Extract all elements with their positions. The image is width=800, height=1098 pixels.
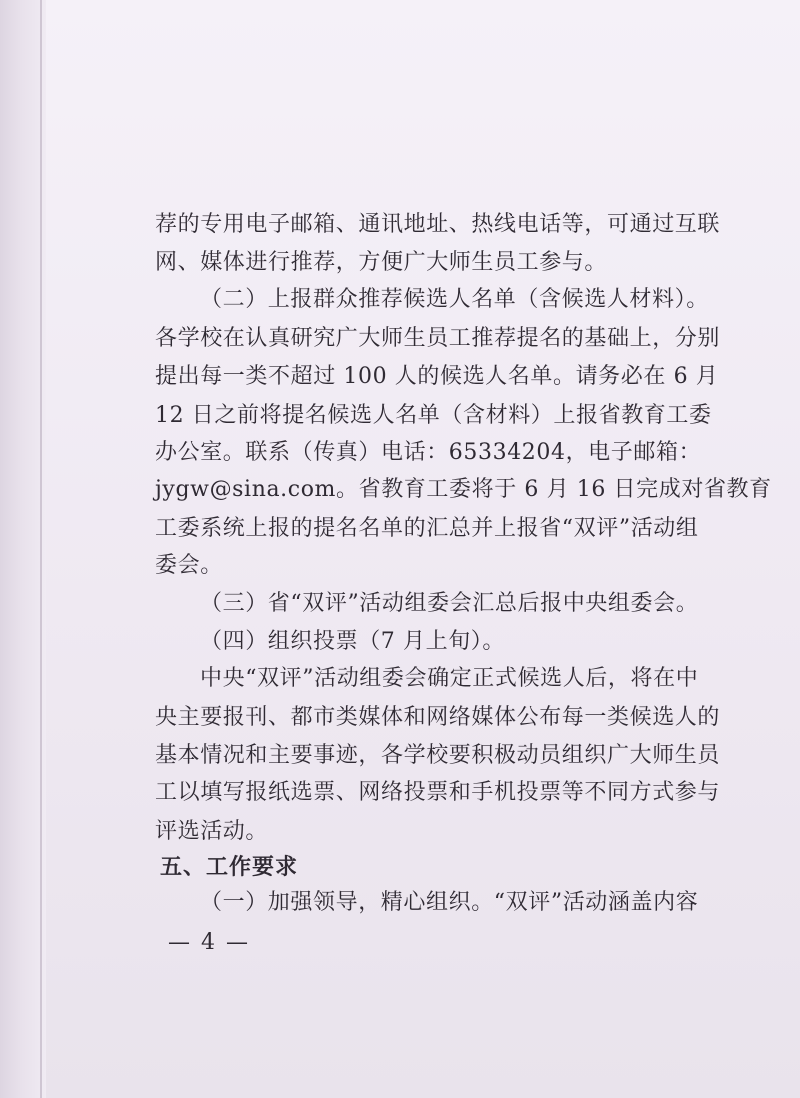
paragraph-line: 办公室。联系（传真）电话：65334204，电子邮箱： bbox=[155, 440, 702, 465]
section-line: （四）组织投票（7 月上旬）。 bbox=[200, 629, 505, 654]
paragraph-line: 12 日之前将提名候选人名单（含材料）上报省教育工委 bbox=[155, 403, 712, 428]
paragraph-line: 工以填写报纸选票、网络投票和手机投票等不同方式参与 bbox=[155, 780, 721, 805]
paragraph-line: 中央“双评”活动组委会确定正式候选人后，将在中 bbox=[200, 666, 699, 691]
paragraph-line: （一）加强领导，精心组织。“双评”活动涵盖内容 bbox=[200, 890, 699, 915]
paragraph-line: 委会。 bbox=[155, 553, 223, 578]
section-heading: 五、工作要求 bbox=[160, 855, 299, 880]
page-number: — 4 — bbox=[168, 930, 250, 955]
paragraph-line: 基本情况和主要事迹，各学校要积极动员组织广大师生员 bbox=[155, 743, 721, 768]
paragraph-line: 提出每一类不超过 100 人的候选人名单。请务必在 6 月 bbox=[155, 364, 719, 389]
binding-line bbox=[40, 0, 42, 1098]
section-line: （三）省“双评”活动组委会汇总后报中央组委会。 bbox=[200, 591, 699, 616]
paragraph-line: 央主要报刊、都市类媒体和网络媒体公布每一类候选人的 bbox=[155, 705, 721, 730]
paragraph-line: 评选活动。 bbox=[155, 819, 269, 844]
paragraph-line: 网、媒体进行推荐，方便广大师生员工参与。 bbox=[155, 250, 608, 275]
paragraph-line: 各学校在认真研究广大师生员工推荐提名的基础上，分别 bbox=[155, 326, 721, 351]
section-line: （二）上报群众推荐候选人名单（含候选人材料）。 bbox=[200, 287, 709, 312]
paragraph-line: 荐的专用电子邮箱、通讯地址、热线电话等，可通过互联 bbox=[155, 212, 721, 237]
paragraph-line: 工委系统上报的提名名单的汇总并上报省“双评”活动组 bbox=[155, 516, 699, 541]
paragraph-line: jygw@sina.com。省教育工委将于 6 月 16 日完成对省教育 bbox=[155, 477, 772, 502]
